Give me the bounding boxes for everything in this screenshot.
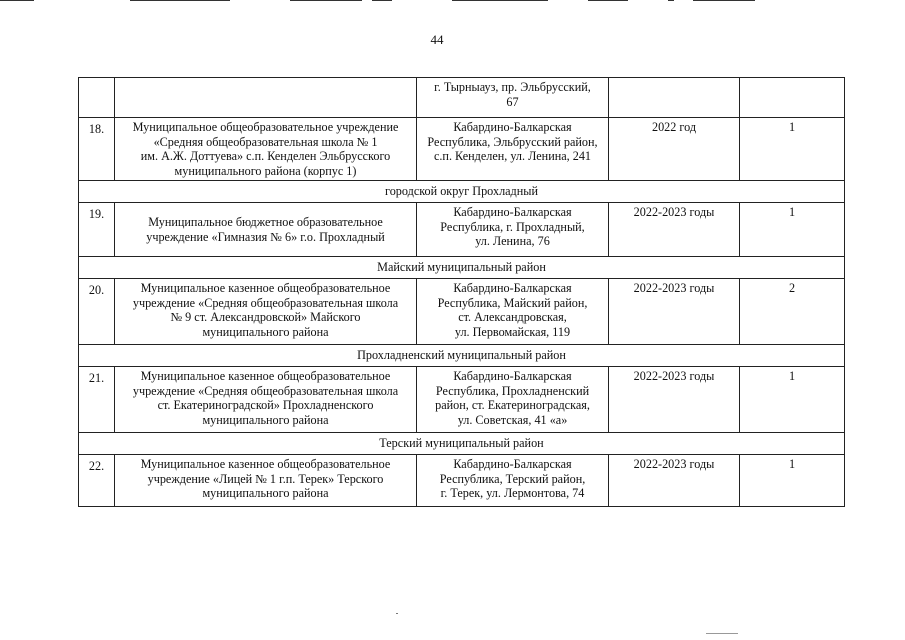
section-title: городской округ Прохладный	[79, 181, 845, 203]
institution-name-line: им. А.Ж. Доттуева» с.п. Кенделен Эльбрусского	[140, 149, 391, 163]
institution-address-line: Кабардино-Балкарская	[453, 281, 572, 295]
institution-name	[115, 279, 417, 345]
period: 2022 год	[609, 118, 740, 181]
count: 1	[740, 118, 845, 181]
table-row	[79, 203, 845, 257]
institution-address	[417, 367, 609, 433]
institution-name-line: муниципального района (корпус 1)	[174, 163, 357, 178]
institution-name-line: учреждение «Лицей № 1 г.п. Терек» Терского	[147, 471, 384, 486]
row-number: 20.	[79, 279, 115, 345]
institution-address-line: ул. Советская, 41 «а»	[457, 412, 568, 427]
institution-name-line: учреждение «Средняя общеобразовательная школа	[132, 383, 399, 398]
institution-name	[115, 455, 417, 507]
institution-address-line: Республика, г. Прохладный,	[440, 219, 585, 234]
institution-name-line: муниципального района	[202, 412, 329, 427]
institution-address-line: Республика, Эльбрусский район,	[427, 134, 598, 149]
count: 2	[740, 279, 845, 345]
institution-name-line: учреждение «Гимназия № 6» г.о. Прохладный	[146, 229, 385, 244]
institution-address-line: с.п. Кенделен, ул. Ленина, 241	[433, 149, 592, 163]
institution-address-line: Кабардино-Балкарская	[453, 205, 572, 219]
institution-name	[115, 203, 417, 257]
table-row	[79, 118, 845, 181]
institution-address-line: г. Тырныауз, пр. Эльбрусский,	[434, 80, 591, 94]
institution-address	[417, 78, 609, 118]
section-row	[79, 257, 845, 279]
institution-address	[417, 203, 609, 257]
institution-name-line: ст. Екатериноградской» Прохладненского	[157, 398, 374, 412]
institution-name-line: Муниципальное казенное общеобразовательное	[140, 369, 391, 383]
table-row	[79, 279, 845, 345]
institution-address	[417, 118, 609, 181]
institution-address-line: Кабардино-Балкарская	[453, 457, 572, 471]
institution-address-line: Кабардино-Балкарская	[453, 369, 572, 383]
scan-artifact-line	[693, 0, 755, 1]
institution-name	[115, 118, 417, 181]
count: 1	[740, 367, 845, 433]
institution-address	[417, 279, 609, 345]
section-title: Прохладненский муниципальный район	[79, 345, 845, 367]
institution-address-line: г. Терек, ул. Лермонтова, 74	[440, 486, 585, 500]
table-row	[79, 455, 845, 507]
scan-artifact-line	[372, 0, 392, 1]
institutions-table	[78, 77, 845, 507]
institution-name-line: Муниципальное казенное общеобразовательное	[140, 281, 391, 295]
institution-name-line: Муниципальное казенное общеобразовательное	[140, 457, 391, 471]
scan-artifact-line	[130, 0, 230, 1]
row-number: 21.	[79, 367, 115, 433]
period: 2022-2023 годы	[609, 203, 740, 257]
institution-address-line: ул. Ленина, 76	[475, 234, 550, 248]
institution-name	[115, 78, 417, 118]
period: 2022-2023 годы	[609, 455, 740, 507]
scan-artifact-line	[0, 0, 34, 1]
row-number: 19.	[79, 203, 115, 257]
section-row	[79, 433, 845, 455]
count: 1	[740, 455, 845, 507]
institution-address-line: Кабардино-Балкарская	[453, 120, 572, 134]
row-number	[79, 78, 115, 118]
section-row	[79, 345, 845, 367]
institution-address-line: Республика, Прохладненский	[435, 383, 590, 398]
table-row	[79, 78, 845, 118]
institution-name-line: № 9 ст. Александровской» Майского	[170, 310, 361, 324]
scan-artifact-dot	[396, 613, 398, 614]
scan-artifact-line	[588, 0, 628, 1]
institution-address-line: 67	[506, 94, 519, 109]
scan-artifact-line	[706, 633, 738, 634]
institution-address	[417, 455, 609, 507]
scan-artifact-line	[668, 0, 674, 1]
row-number: 18.	[79, 118, 115, 181]
institution-address-line: ул. Первомайская, 119	[454, 324, 571, 339]
institution-address-line: Республика, Терский район,	[439, 471, 586, 486]
institution-name	[115, 367, 417, 433]
period: 2022-2023 годы	[609, 367, 740, 433]
institution-address-line: район, ст. Екатериноградская,	[435, 398, 590, 412]
institution-name-line: учреждение «Средняя общеобразовательная школа	[132, 295, 399, 310]
page-number: 44	[430, 32, 444, 47]
institution-name-line: муниципального района	[202, 324, 329, 339]
institution-name-line: «Средняя общеобразовательная школа № 1	[153, 134, 378, 149]
section-title: Терский муниципальный район	[79, 433, 845, 455]
table-body	[79, 78, 845, 507]
institution-name-line: муниципального района	[202, 486, 329, 500]
institution-name-line: Муниципальное бюджетное образовательное	[148, 215, 383, 229]
count	[740, 78, 845, 118]
row-number: 22.	[79, 455, 115, 507]
table-row	[79, 367, 845, 433]
section-title: Майский муниципальный район	[79, 257, 845, 279]
count: 1	[740, 203, 845, 257]
institution-address-line: ст. Александровская,	[458, 310, 567, 324]
institution-address-line: Республика, Майский район,	[437, 295, 588, 310]
section-row	[79, 181, 845, 203]
period: 2022-2023 годы	[609, 279, 740, 345]
scan-artifact-line	[290, 0, 362, 1]
scan-artifact-line	[452, 0, 548, 1]
institution-name-line: Муниципальное общеобразовательное учреждение	[132, 120, 399, 134]
period	[609, 78, 740, 118]
